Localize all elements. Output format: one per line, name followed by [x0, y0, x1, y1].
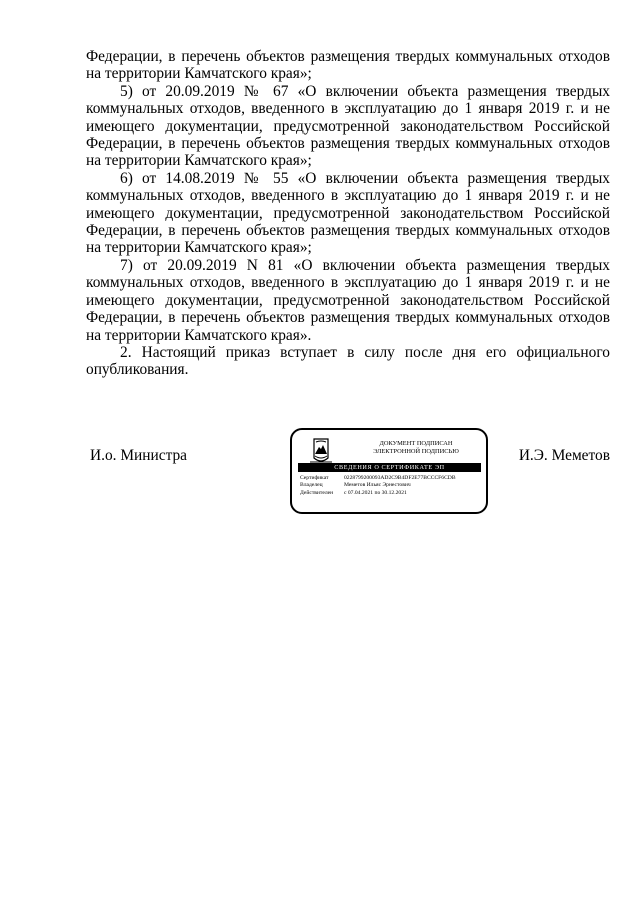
stamp-header [346, 440, 486, 455]
paragraph-continuation: Федерации, в перечень объектов размещения твердых коммунальных отходов на территории Камчатского края»; [86, 48, 610, 83]
validity-value: с 07.04.2021 по 30.12.2021 [344, 489, 407, 496]
signatory-name: И.Э. Меметов [518, 447, 610, 464]
certificate-info-bar: СВЕДЕНИЯ О СЕРТИФИКАТЕ ЭП [298, 463, 481, 472]
validity-key: Действителен [300, 489, 334, 496]
paragraph-2-effective-date: 2. Настоящий приказ вступает в силу после дня его официального опубликования. [86, 343, 610, 379]
owner-row [300, 482, 484, 489]
certificate-key: Сертификат [300, 475, 329, 481]
certificate-details [300, 475, 484, 497]
certificate-row [300, 475, 484, 482]
list-item-7: 7) от 20.09.2019 N 81 «О включении объекта размещения твердых коммунальных отходов, введенного в эксплуатацию до 1 января 2019 г. и не имеющего документации, предусмотренной законодательством Российской Федерации, в перечень объектов размещения твердых коммунальных отходов на территории Камчатского края». [86, 256, 610, 344]
certificate-value: 0228799200093AD2C9B4DF2E77BCCCF6CDB [344, 475, 456, 481]
stamp-header-line-1: ДОКУМЕНТ ПОДПИСАН [379, 440, 453, 447]
owner-value: Меметов Ильяс Эрнестович [344, 482, 411, 489]
kamchatka-volcano-emblem-icon [300, 436, 342, 466]
list-item-5: 5) от 20.09.2019 № 67 «О включении объекта размещения твердых коммунальных отходов, введенного в эксплуатацию до 1 января 2019 г. и не имеющего документации, предусмотренной законодательством Российской Федерации, в перечень объектов размещения твердых коммунальных отходов на территории Камчатского края»; [86, 82, 610, 170]
document-body [86, 48, 610, 379]
electronic-signature-stamp [290, 428, 488, 514]
owner-key: Владелец [300, 482, 323, 489]
stamp-header-line-2: ЭЛЕКТРОННОЙ ПОДПИСЬЮ [373, 447, 459, 455]
signatory-position: И.о. Министра [90, 447, 188, 464]
list-item-6: 6) от 14.08.2019 № 55 «О включении объекта размещения твердых коммунальных отходов, введенного в эксплуатацию до 1 января 2019 г. и не имеющего документации, предусмотренной законодательством Российской Федерации, в перечень объектов размещения твердых коммунальных отходов на территории Камчатского края»; [86, 169, 610, 257]
validity-row [300, 490, 484, 497]
